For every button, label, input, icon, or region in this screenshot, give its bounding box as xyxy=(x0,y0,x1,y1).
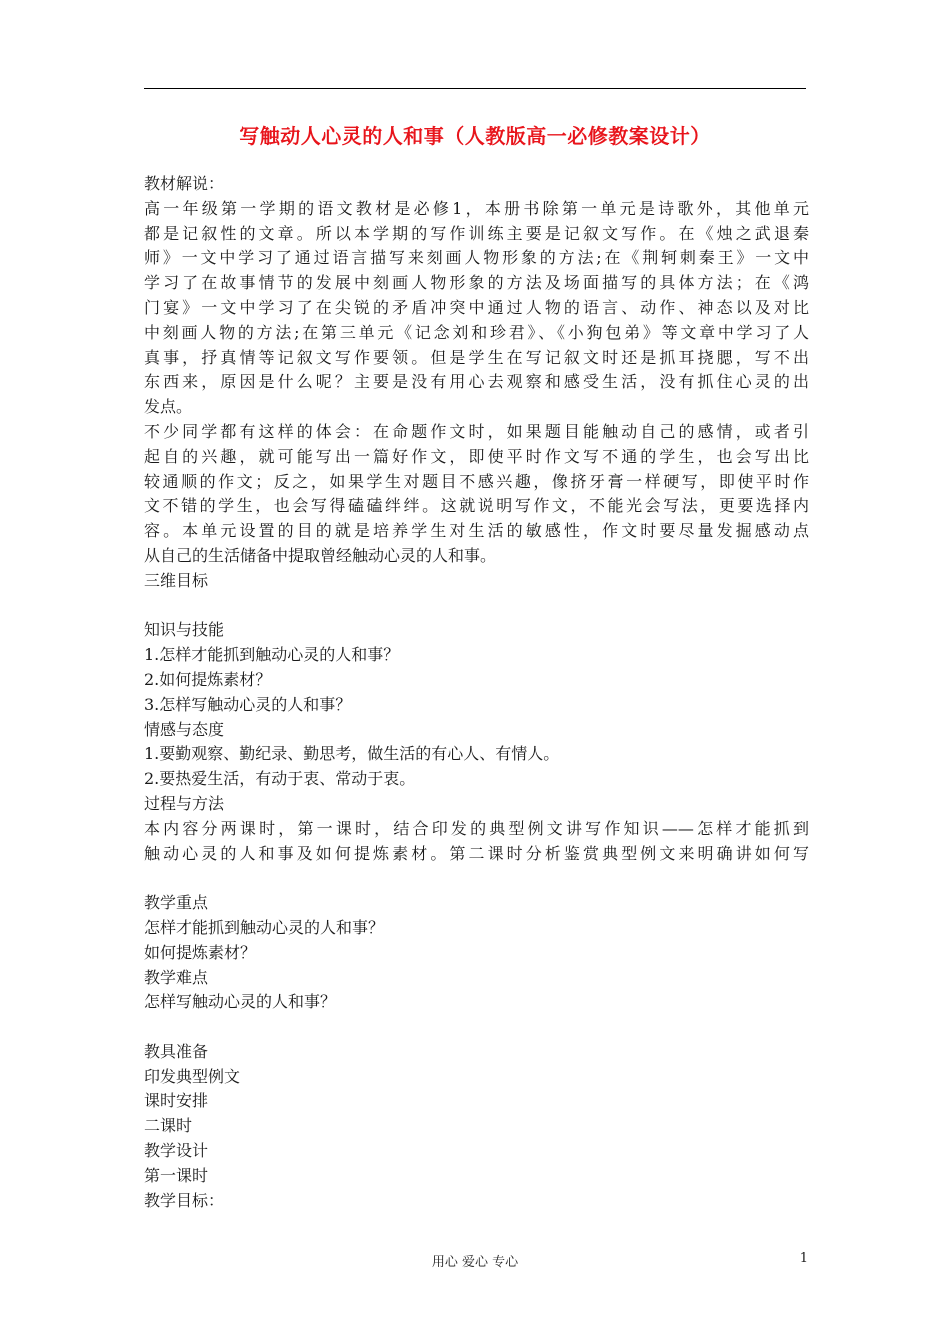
text-line: 门宴》一文中学习了在尖锐的矛盾冲突中通过人物的语言、动作、神态以及对比 xyxy=(144,297,809,317)
text-line: 本内容分两课时，第一课时，结合印发的典型例文讲写作知识——怎样才能抓到 xyxy=(144,818,809,838)
text-line: 如何提炼素材？ xyxy=(144,942,257,962)
text-line: 高一年级第一学期的语文教材是必修1，本册书除第一单元是诗歌外，其他单元 xyxy=(144,198,809,218)
text-line: 教学目标： xyxy=(144,1190,225,1210)
text-line: 印发典型例文 xyxy=(144,1066,241,1086)
text-line: 发点。 xyxy=(144,397,193,417)
text-line: 过程与方法 xyxy=(144,793,225,813)
text-line: 知识与技能 xyxy=(144,620,225,640)
text-line: 触动心灵的人和事及如何提炼素材。第二课时分析鉴赏典型例文来明确讲如何写 xyxy=(144,843,809,863)
text-line: 情感与态度 xyxy=(144,719,225,739)
text-line: 教材解说： xyxy=(144,174,225,193)
page-number: 1 xyxy=(799,1251,808,1266)
text-line: 第一课时 xyxy=(144,1165,209,1185)
footer-motto: 用心 爱心 专心 xyxy=(431,1255,519,1270)
blank-line xyxy=(144,594,809,619)
text-line: 不少同学都有这样的体会：在命题作文时，如果题目能触动自己的感情，或者引 xyxy=(144,421,809,441)
text-line: 较通顺的作文；反之，如果学生对题目不感兴趣，像挤牙膏一样硬写，即使平时作 xyxy=(144,471,809,491)
text-line: 2.如何提炼素材？ xyxy=(144,669,272,689)
document-body xyxy=(144,172,809,1213)
text-line: 怎样才能抓到触动心灵的人和事？ xyxy=(144,917,385,937)
text-line: 都是记叙性的文章。所以本学期的写作训练主要是记叙文写作。在《烛之武退秦 xyxy=(144,223,809,243)
text-line: 起自的兴趣，就可能写出一篇好作文，即使平时作文写不通的学生，也会写出比 xyxy=(144,446,809,466)
document-title: 写触动人心灵的人和事（人教版高一必修教案设计） xyxy=(239,124,711,148)
text-line: 课时安排 xyxy=(144,1091,209,1111)
text-line: 怎样写触动心灵的人和事？ xyxy=(144,992,337,1012)
text-line: 二课时 xyxy=(144,1116,193,1136)
text-line: 教学重点 xyxy=(144,893,209,913)
text-line: 1.怎样才能抓到触动心灵的人和事？ xyxy=(144,645,400,665)
text-line: 文不错的学生，也会写得磕磕绊绊。这就说明写作文，不能光会写法，更要选择内 xyxy=(144,496,809,516)
header-rule xyxy=(144,88,806,89)
text-line: 2.要热爱生活，有动于衷、常动于衷。 xyxy=(144,769,416,789)
text-line: 教学设计 xyxy=(144,1141,209,1161)
text-line: 容。本单元设置的目的就是培养学生对生活的敏感性，作文时要尽量发掘感动点 xyxy=(144,521,809,541)
text-line: 从自己的生活储备中提取曾经触动心灵的人和事。 xyxy=(144,545,497,565)
text-line: 师》一文中学习了通过语言描写来刻画人物形象的方法;在《荆轲刺秦王》一文中 xyxy=(144,248,809,268)
text-line: 东西来，原因是什么呢？主要是没有用心去观察和感受生活，没有抓住心灵的出 xyxy=(144,372,809,392)
text-line: 1.要勤观察、勤纪录、勤思考，做生活的有心人、有情人。 xyxy=(144,744,560,764)
text-line: 中刻画人物的方法;在第三单元《记念刘和珍君》、《小狗包弟》等文章中学习了人 xyxy=(144,322,809,342)
text-line: 三维目标 xyxy=(144,570,209,590)
text-line: 学习了在故事情节的发展中刻画人物形象的方法及场面描写的具体方法；在《鸿 xyxy=(144,273,809,293)
text-line: 教学难点 xyxy=(144,967,209,987)
text-line: 真事，抒真情等记叙文写作要领。但是学生在写记叙文时还是抓耳挠腮，写不出 xyxy=(144,347,809,367)
text-line: 教具准备 xyxy=(144,1041,209,1061)
blank-line xyxy=(144,1015,809,1040)
blank-line xyxy=(144,866,809,891)
text-line: 3.怎样写触动心灵的人和事？ xyxy=(144,694,352,714)
